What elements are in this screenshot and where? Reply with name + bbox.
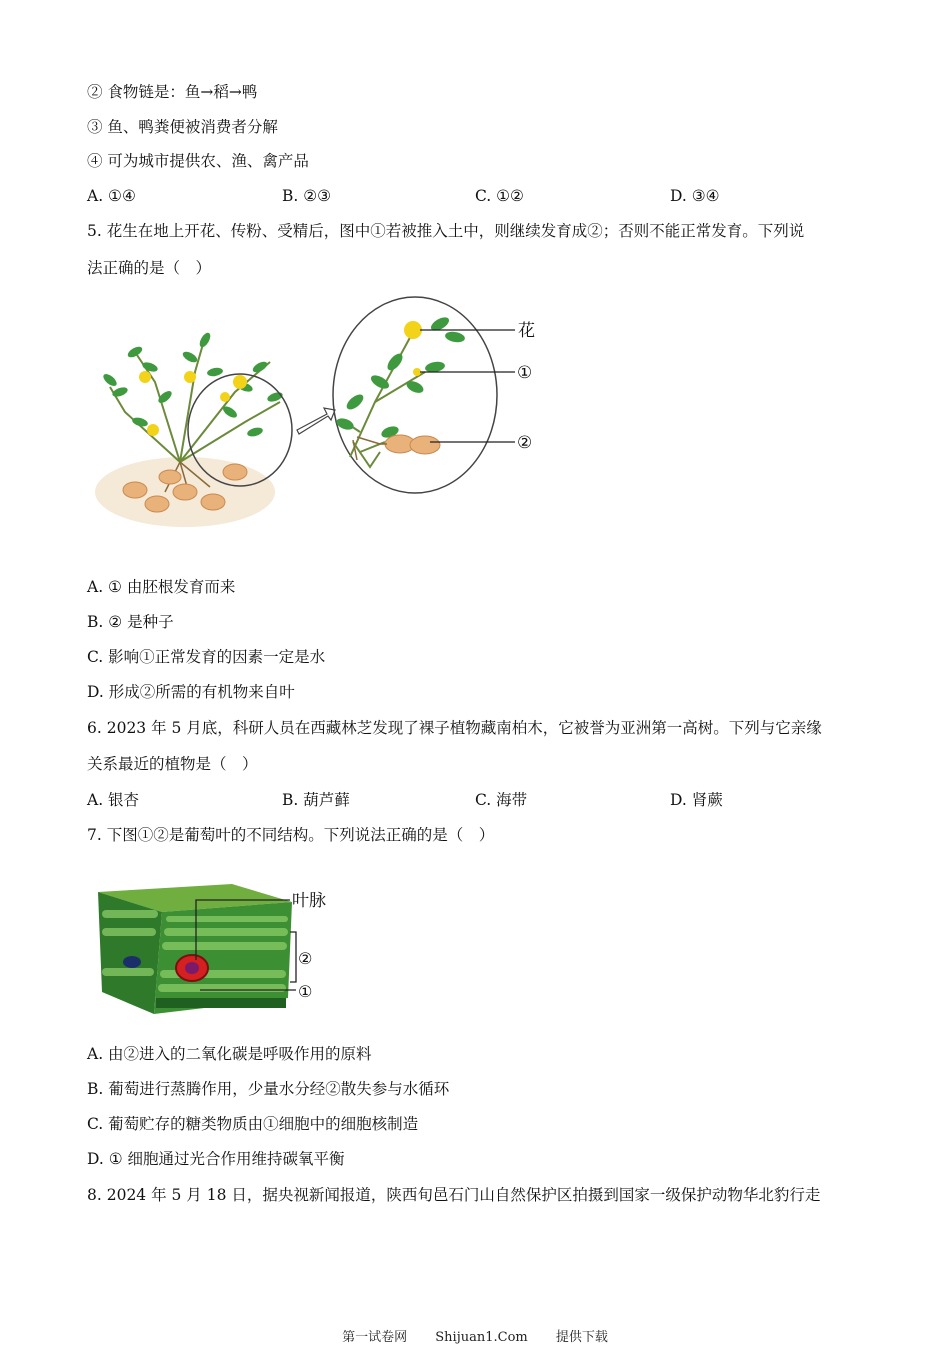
zoom-flower <box>404 321 422 339</box>
q5-option-c: C. 影响①正常发育的因素一定是水 <box>87 648 326 666</box>
lower-epidermis <box>156 998 286 1008</box>
q6-option-a: A. 银杏 <box>87 791 140 809</box>
q5-option-a: A. ① 由胚根发育而来 <box>87 578 236 596</box>
q4-item-4: ④ 可为城市提供农、渔、禽产品 <box>87 152 309 170</box>
q7-option-a: A. 由②进入的二氧化碳是呼吸作用的原料 <box>87 1045 372 1063</box>
label-two-leaf: ② <box>298 949 313 968</box>
zoom-peanut <box>385 435 440 454</box>
q5-option-d: D. 形成②所需的有机物来自叶 <box>87 683 295 701</box>
footer-domain[interactable]: Shijuan1.Com <box>435 1330 528 1345</box>
q5-stem-line2: 法正确的是（ ） <box>87 259 212 277</box>
q7-option-c: C. 葡萄贮存的糖类物质由①细胞中的细胞核制造 <box>87 1115 419 1133</box>
zoom-leaves <box>335 315 466 440</box>
label-leaders <box>420 330 515 442</box>
q7-option-b: B. 葡萄进行蒸腾作用，少量水分经②散失参与水循环 <box>87 1080 450 1098</box>
q4-option-d: D. ③④ <box>670 187 720 205</box>
q4-option-c: C. ①② <box>475 187 524 205</box>
q4-item-2: ② 食物链是：鱼→稻→鸭 <box>87 83 258 101</box>
peanut-plant-figure <box>95 292 555 528</box>
label-one-leaf: ① <box>298 982 313 1001</box>
label-flower: 花 <box>518 321 535 341</box>
q8-stem-line1: 8. 2024 年 5 月 18 日，据央视新闻报道，陕西旬邑石门山自然保护区拍摄到国家一级保护动物华北豹行走 <box>87 1186 821 1204</box>
q6-stem-line1: 6. 2023 年 5 月底，科研人员在西藏林芝发现了裸子植物藏南柏木，它被誉为亚洲第一高树。下列与它亲缘 <box>87 719 822 737</box>
q4-option-a: A. ①④ <box>87 187 136 205</box>
q4-item-3: ③ 鱼、鸭粪便被消费者分解 <box>87 118 278 136</box>
q6-option-b: B. 葫芦藓 <box>282 791 350 809</box>
q5-option-b: B. ② 是种子 <box>87 613 174 631</box>
q5-stem-line1: 5. 花生在地上开花、传粉、受精后，图中①若被推入土中，则继续发育成②；否则不能正常发育。下列说 <box>87 222 805 240</box>
q6-option-c: C. 海带 <box>475 791 528 809</box>
q7-stem: 7. 下图①②是葡萄叶的不同结构。下列说法正确的是（ ） <box>87 826 495 844</box>
label-two: ② <box>517 433 533 453</box>
leaf-section-figure <box>92 880 342 1022</box>
label-one: ① <box>517 363 533 383</box>
magnify-arrow <box>297 408 335 434</box>
leaf-vein-front <box>123 956 141 968</box>
q6-option-d: D. 肾蕨 <box>670 791 723 809</box>
label-vein: 叶脉 <box>292 891 326 911</box>
q4-option-b: B. ②③ <box>282 187 332 205</box>
q6-stem-line2: 关系最近的植物是（ ） <box>87 755 258 773</box>
page-footer <box>0 1326 950 1345</box>
footer-site: 第一试卷网 <box>342 1330 408 1345</box>
footer-note: 提供下载 <box>555 1330 608 1345</box>
q7-option-d: D. ① 细胞通过光合作用维持碳氧平衡 <box>87 1150 345 1168</box>
